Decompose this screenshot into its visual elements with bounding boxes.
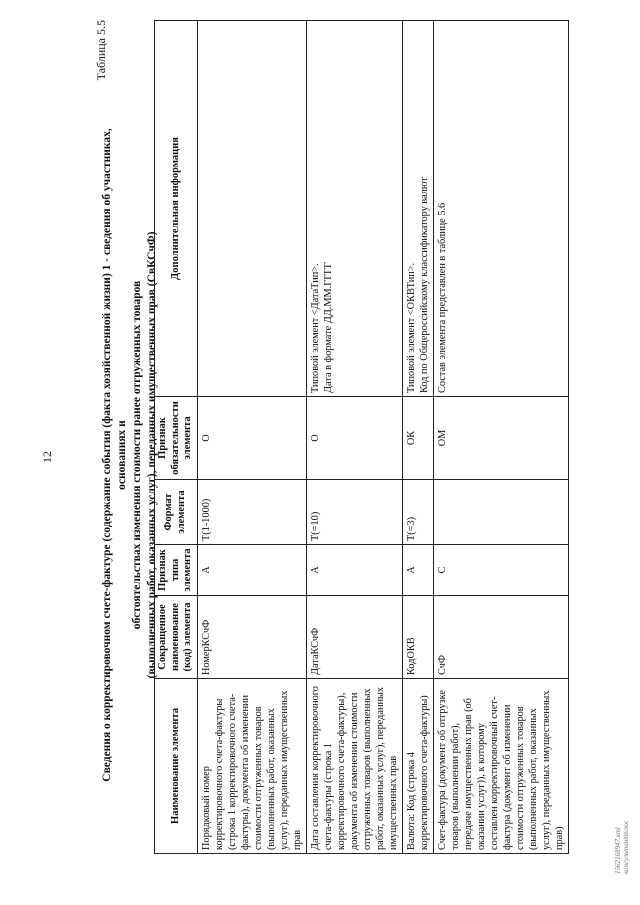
table-row — [402, 21, 433, 854]
cell-name: Дата составления корректировочного счета-фактуры (строка 1 корректировочного счета-фактуры), документа об изменении стоимости отгруженных товаров (выполненных работ, оказанных услуг), переданных имущественных прав — [306, 679, 402, 854]
header-element-name: Наименование элемента — [155, 679, 198, 854]
cell-format: T(=3) — [402, 480, 433, 545]
info-line: Состав элемента представлен в таблице 5.6 — [436, 202, 448, 393]
cell-required: О — [306, 397, 402, 480]
cell-code: СчФ — [433, 596, 568, 679]
info-line: Типовой элемент <ОКВТип>. — [405, 262, 417, 393]
watermark-stamp — [614, 820, 630, 874]
header-element-code: Сокращенное наименование (код) элемента — [155, 596, 198, 679]
table-row — [433, 21, 568, 854]
cell-format: T(=10) — [306, 480, 402, 545]
cell-name: Валюта: Код (строка 4 корректировочного счета-фактуры) — [402, 679, 433, 854]
header-row — [155, 21, 198, 854]
cell-type: А — [197, 545, 306, 596]
cell-required: ОК — [402, 397, 433, 480]
table-row — [197, 21, 306, 854]
cell-code: ДатаКСчФ — [306, 596, 402, 679]
cell-name: Счет-фактура (документ об отгрузке товаров (выполнении работ), передаче имущественных прав (об оказании услуг)), к которому составлен корректировочный счет-фактура (документ об изменении стоимости отгруженных товаров (выполненных работ, оказанных услуг), переданных имущественных прав) — [433, 679, 568, 854]
header-additional-info: Дополнительная информация — [155, 21, 198, 397]
table-label: Таблица 5.5 — [94, 20, 108, 81]
cell-type: А — [306, 545, 402, 596]
cell-required: ОМ — [433, 397, 568, 480]
cell-type: С — [433, 545, 568, 596]
cell-code: НомерКСчФ — [197, 596, 306, 679]
cell-type: А — [402, 545, 433, 596]
rotated-page — [40, 20, 640, 880]
page-number: 12 — [40, 451, 54, 463]
cell-format: T(1-1000) — [197, 480, 306, 545]
cell-format — [433, 480, 568, 545]
header-element-required: Признак обязательности элемента — [155, 397, 198, 480]
table-row — [306, 21, 402, 854]
stamp-line: консультантплюс — [622, 820, 630, 874]
title-line: Сведения о корректировочном счете-фактуре (содержание события (факта хозяйственной жизни) 1 - сведения об участниках, основаниях и — [101, 128, 128, 782]
cell-info — [433, 21, 568, 397]
title-line: (выполненных работ, оказанных услуг), переданных имущественных прав (СвКСчФ) — [146, 231, 158, 679]
document-title — [100, 110, 160, 800]
header-element-format: Формат элемента — [155, 480, 198, 545]
title-line: обстоятельствах изменения стоимости ранее отгруженных товаров — [131, 280, 143, 630]
cell-required: О — [197, 397, 306, 480]
cell-info — [197, 21, 306, 397]
header-element-type: Признак типа элемента — [155, 545, 198, 596]
info-line: Типовой элемент <ДатаТип>. — [309, 263, 321, 393]
stamp-line: 1562168947.xml — [614, 827, 622, 874]
info-line: Дата в формате ДД.ММ.ГГГГ — [322, 261, 334, 393]
cell-info — [306, 21, 402, 397]
info-line: Код по Общероссийскому классификатору валют — [418, 177, 430, 393]
cell-info — [402, 21, 433, 397]
cell-code: КодОКВ — [402, 596, 433, 679]
elements-table — [154, 20, 569, 854]
cell-name: Порядковый номер корректировочного счета-фактуры (строка 1 корректировочного счета-фактуры), документа об изменении стоимости отгруженных товаров (выполненных работ, оказанных услуг), переданных имущественных прав — [197, 679, 306, 854]
